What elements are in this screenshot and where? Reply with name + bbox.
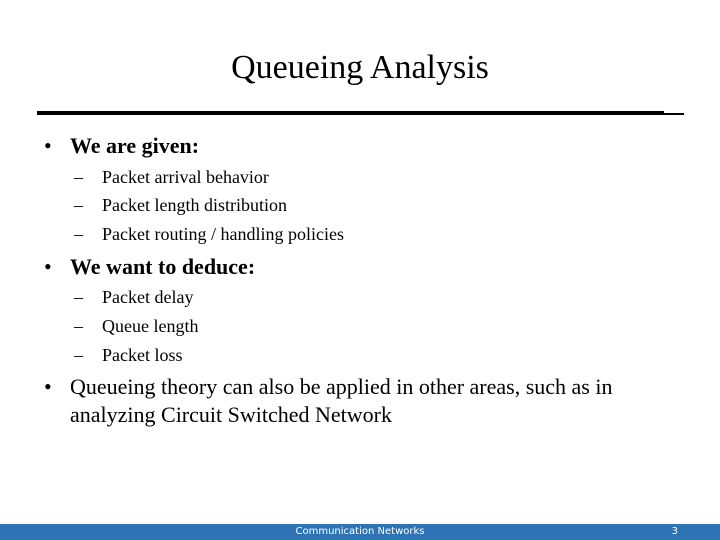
dash-marker: – <box>74 345 83 365</box>
slide-title: Queueing Analysis <box>231 49 489 86</box>
bullet-dot: • <box>44 374 52 399</box>
dash-marker: – <box>74 316 83 336</box>
dash-marker: – <box>74 224 83 244</box>
sub-item-text: Packet delay <box>102 287 194 307</box>
sub-item-text: Queue length <box>102 316 199 336</box>
title-underline-tail <box>664 113 684 115</box>
bullet-dot: • <box>44 254 52 279</box>
dash-marker: – <box>74 195 83 215</box>
footer-bar <box>0 524 720 540</box>
page-number: 3 <box>671 526 678 537</box>
bullet-dot: • <box>44 133 52 158</box>
dash-marker: – <box>74 287 83 307</box>
sub-item-text: Packet arrival behavior <box>102 167 269 187</box>
bullet-text: Queueing theory can also be applied in other areas, such as in analyzing Circuit Switched Network <box>70 374 613 427</box>
title-underline <box>37 111 664 115</box>
bullet-heading: We want to deduce: <box>70 254 256 279</box>
sub-item-text: Packet routing / handling policies <box>102 224 344 244</box>
bullet-heading: We are given: <box>70 133 200 158</box>
dash-marker: – <box>74 167 83 187</box>
sub-item-text: Packet loss <box>102 345 183 365</box>
sub-item-text: Packet length distribution <box>102 195 287 215</box>
footer-label: Communication Networks <box>295 526 425 537</box>
